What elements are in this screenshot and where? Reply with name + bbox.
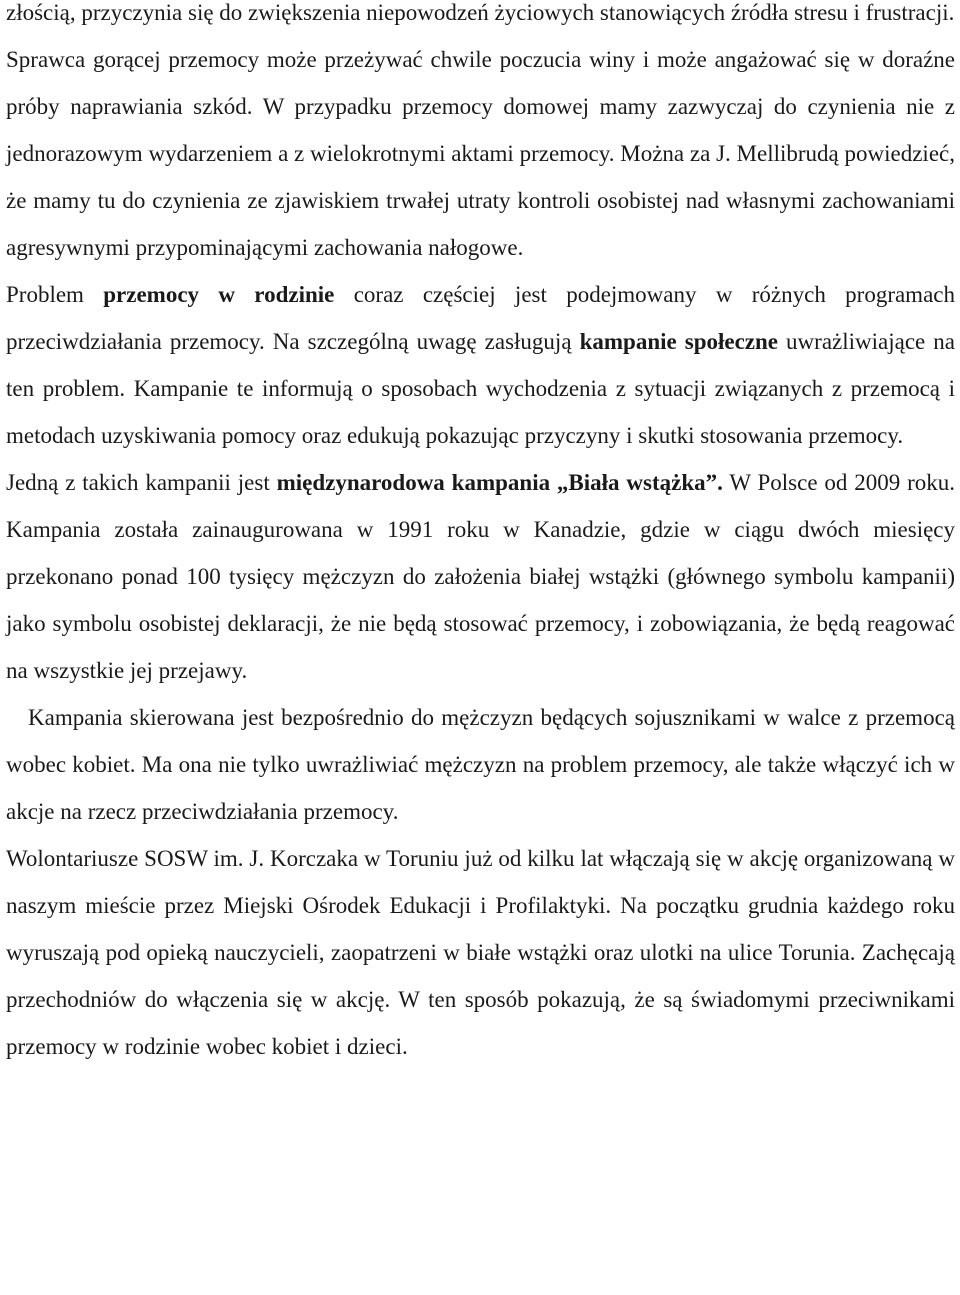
text-run: coraz częściej jest podejmowany w różnych programach przeciwdziałania przemocy. Na szczególną uwagę zasługują [6,282,955,354]
paragraph-4 [6,459,955,694]
paragraph-6 [6,835,955,1070]
paragraph-2 [6,36,955,271]
text-run: Wolontariusze SOSW im. J. Korczaka w Toruniu już od kilku lat włączają się w akcję organizowaną w naszym mieście przez Miejski Ośrodek Edukacji i Profilaktyki. Na początku grudnia każdego roku wyruszają pod opieką nauczycieli, zaopatrzeni w białe wstążki oraz ulotki na ulice Torunia. Zachęcają przechodniów do włączenia się w akcję. W ten sposób pokazują, że są świadomymi przeciwnikami przemocy w rodzinie wobec kobiet i dzieci. [6,846,955,1059]
paragraph-3 [6,271,955,459]
text-run: uwrażliwiające na ten problem. Kampanie te informują o sposobach wychodzenia z sytuacji związanych z przemocą i metodach uzyskiwania pomocy oraz edukują pokazując przyczyny i skutki stosowania przemocy. [6,329,956,448]
bold-phrase-violence-in-family: przemocy w rodzinie [103,282,335,307]
text-run: Jedną z takich kampanii jest [6,470,277,495]
text-run: W Polsce od 2009 roku. Kampania została zainaugurowana w 1991 roku w Kanadzie, gdzie w ciągu dwóch miesięcy przekonano ponad 100 tysięcy mężczyzn do założenia białej wstążki (głównego symbolu kampanii) jako symbolu osobistej deklaracji, że nie będą stosować przemocy, i zobowiązania, że będą reagować na wszystkie jej przejawy. [6,470,955,683]
text-run: Kampania skierowana jest bezpośrednio do mężczyzn będących sojusznikami w walce z przemocą wobec kobiet. Ma ona nie tylko uwrażliwiać mężczyzn na problem przemocy, ale także włączyć ich w akcje na rzecz przeciwdziałania przemocy. [6,705,955,824]
text-run: Problem [6,282,104,307]
document-page [6,0,955,1070]
bold-phrase-white-ribbon-campaign: międzynarodowa kampania „Biała wstążka”. [276,470,723,495]
text-run: Sprawca gorącej przemocy może przeżywać chwile poczucia winy i może angażować się w doraźne próby naprawiania szkód. W przypadku przemocy domowej mamy zazwyczaj do czynienia nie z jednorazowym wydarzeniem a z wielokrotnymi aktami przemocy. Można za J. Mellibrudą powiedzieć, że mamy tu do czynienia ze zjawiskiem trwałej utraty kontroli osobistej nad własnymi zachowaniami agresywnymi przypominającymi zachowania nałogowe. [6,47,955,260]
text-run: złością, przyczynia się do zwiększenia niepowodzeń życiowych stanowiących źródła stresu i frustracji. [6,0,955,25]
paragraph-5 [6,694,955,835]
bold-phrase-social-campaigns: kampanie społeczne [579,329,779,354]
paragraph-1 [6,0,955,36]
